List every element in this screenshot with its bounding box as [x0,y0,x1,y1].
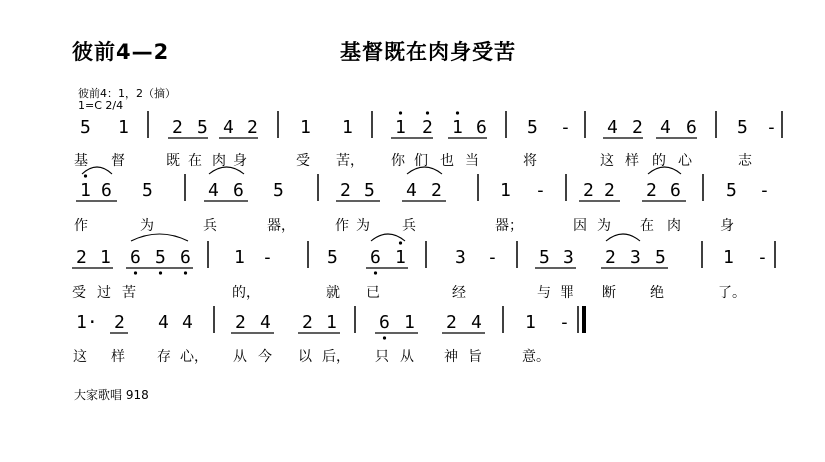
lyric: 为 [356,218,370,234]
lyric: 兵 [203,218,217,234]
note: 6 [670,180,681,201]
lyric: 心， [180,349,208,365]
lyric: 因 [573,218,587,234]
note: 2 [605,247,616,268]
note: 6 [180,247,191,268]
hymnal-reference: 大家歌唱 918 [74,388,149,402]
note: 5 [197,117,208,138]
lyric: 受 [72,285,86,301]
note: 1 [404,312,415,333]
note: 4 [471,312,482,333]
note: 1 [100,247,111,268]
slur [131,234,188,241]
lyric: 在 [188,153,202,169]
note: 1 [326,312,337,333]
note: 6 [370,247,381,268]
lyric: 只 [375,349,389,365]
octave-down-dot [383,336,386,339]
lyric: 作 [74,218,88,234]
note: 2 [431,180,442,201]
note: 2 [604,180,615,201]
lyric: 为 [597,218,611,234]
sustain-dash: - [766,117,777,138]
lyric: 过 [97,285,111,301]
note: 1 [452,117,463,138]
note: 2 [422,117,433,138]
note: 5 [142,180,153,201]
note: 2 [114,312,125,333]
note: 3 [455,247,466,268]
lyric: 断 [602,285,616,301]
lyric: 为 [140,218,154,234]
octave-down-dot [159,271,162,274]
note: 1 [395,247,406,268]
note: 4 [660,117,671,138]
scripture-reference: 彼前4—2 [72,40,170,64]
lyric: 们 [414,153,428,169]
note: 6 [379,312,390,333]
lyric: 以 [298,349,312,365]
note: 6 [130,247,141,268]
sustain-dash: - [759,180,770,201]
sustain-dash: - [487,247,498,268]
lyric: 的 [652,153,666,169]
lyric: 当 [465,153,479,169]
note: 4 [182,312,193,333]
lyric: 今 [258,349,272,365]
final-barline [582,306,586,333]
octave-up-dot [426,111,429,114]
lyric: 从 [400,349,414,365]
octave-up-dot [399,111,402,114]
note: 6 [686,117,697,138]
note: 5 [655,247,666,268]
note: 2 [235,312,246,333]
note: 1 [80,180,91,201]
note: 1 [300,117,311,138]
note: 1 [234,247,245,268]
note: 4 [208,180,219,201]
lyric: 的， [232,285,260,301]
lyric: 苦， [336,153,364,169]
lyric: 神 [444,349,458,365]
lyric: 旨 [468,349,482,365]
note: 6 [101,180,112,201]
note: 4 [223,117,234,138]
note: 6 [476,117,487,138]
note: 2 [632,117,643,138]
lyric: 身 [720,218,734,234]
note: 5 [364,180,375,201]
note: 5 [527,117,538,138]
lyric: 器， [267,218,295,234]
lyric: 器； [495,218,523,234]
note: 2 [646,180,657,201]
note: 1 [723,247,734,268]
lyric: 意。 [522,349,550,365]
note: 1· [76,312,98,333]
lyric: 样 [111,349,125,365]
octave-down-dot [184,271,187,274]
octave-down-dot [134,271,137,274]
lyric: 从 [233,349,247,365]
note: 4 [260,312,271,333]
sustain-dash: - [262,247,273,268]
lyric: 这 [73,349,87,365]
note: 5 [539,247,550,268]
lyric: 在 [640,218,654,234]
note: 3 [563,247,574,268]
note: 5 [80,117,91,138]
sustain-dash: - [535,180,546,201]
note: 2 [247,117,258,138]
note: 2 [302,312,313,333]
lyric: 经 [452,285,466,301]
source-line: 彼前4：1，2（摘） [78,87,176,100]
lyric: 罪 [560,285,574,301]
note: 1 [395,117,406,138]
octave-down-dot [374,271,377,274]
octave-up-dot [84,174,87,177]
note: 6 [233,180,244,201]
note: 5 [273,180,284,201]
note: 4 [406,180,417,201]
lyric: 身 [233,153,247,169]
key-signature: 1=C 2/4 [78,99,124,112]
lyric: 这 [600,153,614,169]
note: 2 [340,180,351,201]
lyric: 存 [157,349,171,365]
lyric: 兵 [402,218,416,234]
lyric: 与 [537,285,551,301]
lyric: 肉 [212,153,226,169]
note: 2 [446,312,457,333]
note: 1 [118,117,129,138]
lyric: 心 [678,153,692,169]
slur [606,234,640,241]
note: 1 [525,312,536,333]
sustain-dash: - [559,312,570,333]
lyric: 绝 [650,285,664,301]
sustain-dash: - [560,117,571,138]
octave-up-dot [456,111,459,114]
note: 1 [342,117,353,138]
lyric: 肉 [667,218,681,234]
lyric: 督 [111,153,125,169]
note: 5 [327,247,338,268]
lyric: 苦 [122,285,136,301]
lyric: 样 [625,153,639,169]
note: 1 [500,180,511,201]
lyric: 了。 [718,285,746,301]
lyric: 基 [74,153,88,169]
song-title: 基督既在肉身受苦 [340,40,516,64]
note: 4 [158,312,169,333]
note: 3 [630,247,641,268]
lyric: 志 [738,153,752,169]
note: 2 [76,247,87,268]
lyric: 后， [322,349,350,365]
lyric: 你 [391,153,405,169]
note: 2 [583,180,594,201]
note: 5 [155,247,166,268]
note: 5 [726,180,737,201]
note: 5 [737,117,748,138]
note: 4 [607,117,618,138]
sustain-dash: - [757,247,768,268]
lyric: 将 [523,153,537,169]
lyric: 作 [335,218,349,234]
lyric: 受 [296,153,310,169]
lyric: 就 [326,285,340,301]
slur [371,234,405,241]
note: 2 [172,117,183,138]
lyric: 既 [166,153,180,169]
lyric: 已 [366,285,380,301]
octave-up-dot [399,241,402,244]
lyric: 也 [440,153,454,169]
